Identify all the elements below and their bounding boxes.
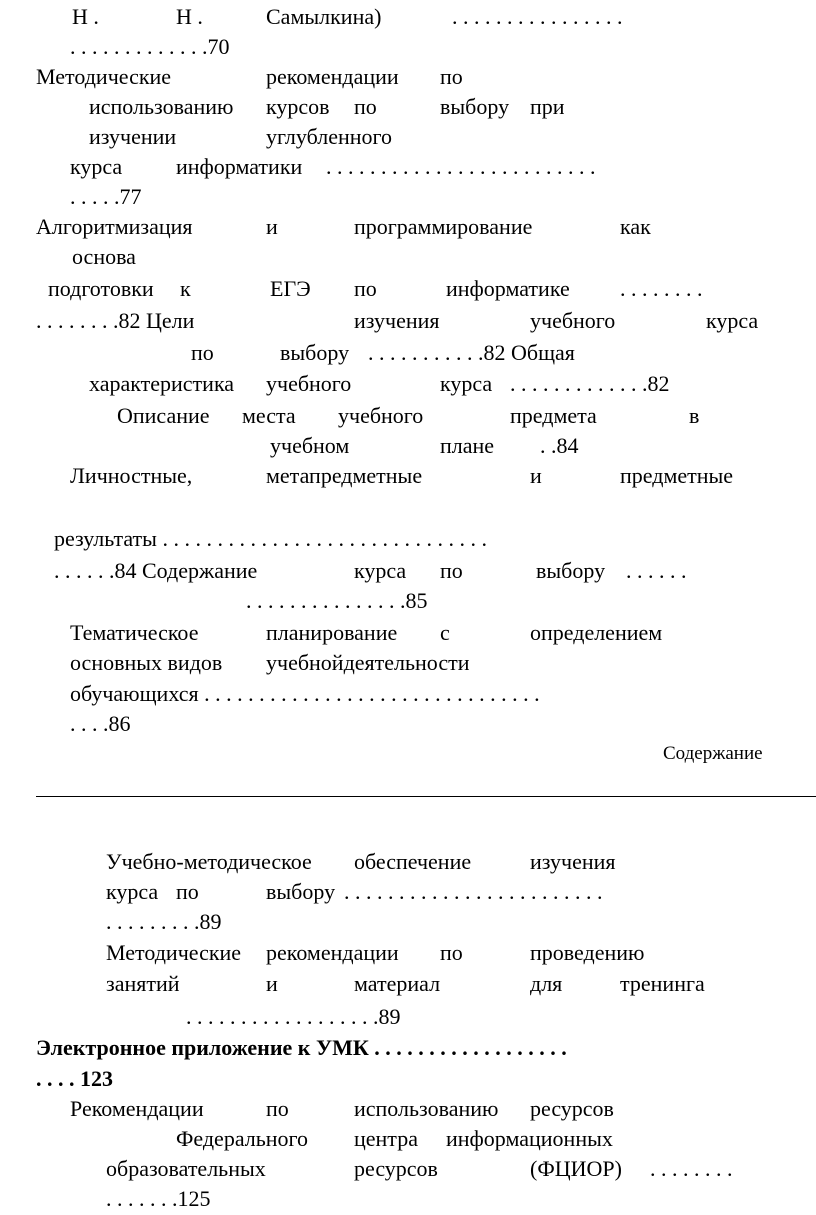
toc-text: предмета (510, 403, 597, 428)
toc-page-number: . . . . . . . . . . . . . . .85 (246, 588, 428, 613)
toc-text: использованию (354, 1096, 499, 1121)
toc-text: курса (70, 154, 123, 179)
toc-text: в (689, 403, 700, 428)
toc-text: для (530, 971, 563, 996)
toc-dots: . . . . . . . . . . . . . . . . . . . . . . . . . (326, 154, 596, 179)
toc-text: ЕГЭ (270, 276, 311, 301)
toc-text: как (620, 214, 651, 239)
toc-text: . . . . . . . . . . .82 Общая (368, 340, 575, 365)
toc-text: учебнойдеятельности (266, 650, 470, 675)
toc-text: Личностные, (70, 463, 193, 488)
toc-dots: . . . . . . . . . . . . . . . . (452, 4, 623, 29)
toc-text: характеристика (89, 371, 235, 396)
toc-section-heading: Электронное приложение к УМК . . . . . . . . . . . . . . . . . . (36, 1035, 567, 1060)
toc-text: занятий (106, 971, 180, 996)
toc-text: учебного (530, 308, 616, 333)
toc-text: информационных (446, 1126, 613, 1151)
toc-text: информатики (176, 154, 303, 179)
toc-dots: . . . . . . (626, 558, 687, 583)
toc-dots: . . . . . . . . . . . . .82 (510, 371, 670, 396)
toc-text: курса (106, 879, 159, 904)
toc-text: Описание (117, 403, 210, 428)
toc-text: по (440, 64, 463, 89)
toc-page-number: . . . . . . .125 (106, 1186, 211, 1211)
toc-text: . . . . . . . .82 Цели (36, 308, 195, 333)
toc-dots: результаты . . . . . . . . . . . . . . . . . . . . . . . . . . . . . . (54, 526, 487, 551)
toc-text: Н . (176, 4, 203, 29)
page-divider (36, 796, 816, 797)
toc-page-number: . . . . .77 (70, 184, 142, 209)
toc-text: тренинга (620, 971, 705, 996)
toc-text: углубленного (266, 124, 393, 149)
toc-page-number: . . . . 123 (36, 1066, 113, 1091)
toc-text: учебного (338, 403, 424, 428)
running-header: Содержание (663, 743, 763, 764)
toc-page-number: . . . . . . . . . . . . . . . . . .89 (186, 1004, 401, 1029)
toc-text: основных видов (70, 650, 223, 675)
toc-text: Методические (106, 940, 242, 965)
toc-text: Учебно-методическое (106, 849, 312, 874)
toc-text: подготовки (48, 276, 154, 301)
toc-dots: . . . . . . . . . . . . . . . . . . . . . . . . (344, 879, 603, 904)
toc-text: Н . (72, 4, 99, 29)
toc-text: Самылкина) (266, 4, 382, 29)
toc-text: по (440, 940, 463, 965)
toc-text: курса (354, 558, 407, 583)
toc-text: учебном (270, 433, 350, 458)
toc-text: и (530, 463, 542, 488)
toc-text: по (354, 94, 377, 119)
toc-dots: . . . . . . . . (620, 276, 703, 301)
toc-text: места (242, 403, 296, 428)
toc-text: курса (706, 308, 759, 333)
toc-text: изучения (354, 308, 440, 333)
toc-dots: обучающихся . . . . . . . . . . . . . . . . . . . . . . . . . . . . . . . (70, 681, 540, 706)
toc-page-number: . .84 (540, 433, 579, 458)
toc-text: и (266, 971, 278, 996)
toc-text: при (530, 94, 565, 119)
toc-text: выбору (266, 879, 336, 904)
toc-text: основа (72, 244, 136, 269)
toc-text: метапредметные (266, 463, 423, 488)
toc-text: обеспечение (354, 849, 472, 874)
toc-text: по (440, 558, 463, 583)
toc-text: планирование (266, 620, 398, 645)
toc-entry-title: Методические (36, 64, 172, 89)
toc-text: рекомендации (266, 940, 399, 965)
toc-text: курса (440, 371, 493, 396)
toc-text: использованию (89, 94, 234, 119)
toc-text: по (191, 340, 214, 365)
toc-text: центра (354, 1126, 418, 1151)
toc-text: определением (530, 620, 663, 645)
toc-text: . . . . . .84 Содержание (54, 558, 258, 583)
toc-text: Федерального (176, 1126, 309, 1151)
toc-text: по (176, 879, 199, 904)
toc-text: предметные (620, 463, 734, 488)
toc-text: (ФЦИОР) (530, 1156, 622, 1181)
toc-text: выбору (536, 558, 606, 583)
toc-text: по (354, 276, 377, 301)
toc-text: учебного (266, 371, 352, 396)
toc-text: курсов (266, 94, 330, 119)
toc-page-number: . . . . . . . . .89 (106, 909, 222, 934)
toc-text: к (180, 276, 191, 301)
toc-text: с (440, 620, 450, 645)
toc-text: выбору (440, 94, 510, 119)
toc-text: плане (440, 433, 495, 458)
toc-text: проведению (530, 940, 645, 965)
toc-text: изучения (530, 849, 616, 874)
toc-text: информатике (446, 276, 570, 301)
toc-text: Рекомендации (70, 1096, 204, 1121)
toc-page-number: . . . .86 (70, 711, 131, 736)
toc-text: программирование (354, 214, 533, 239)
toc-text: ресурсов (530, 1096, 614, 1121)
toc-text: материал (354, 971, 441, 996)
toc-text: рекомендации (266, 64, 399, 89)
toc-text: ресурсов (354, 1156, 438, 1181)
toc-text: выбору (280, 340, 350, 365)
toc-dots: . . . . . . . . (650, 1156, 733, 1181)
toc-page-number: . . . . . . . . . . . . .70 (70, 34, 230, 59)
toc-text: по (266, 1096, 289, 1121)
toc-text: и (266, 214, 278, 239)
toc-text: образовательных (106, 1156, 266, 1181)
toc-text: изучении (89, 124, 177, 149)
toc-entry-title: Алгоритмизация (36, 214, 193, 239)
toc-text: Тематическое (70, 620, 199, 645)
